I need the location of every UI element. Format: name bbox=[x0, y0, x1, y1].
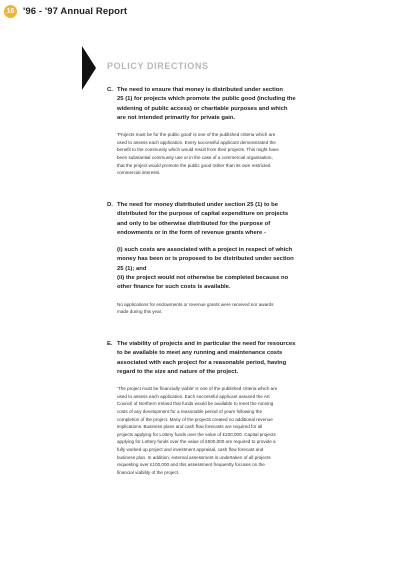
policy-item-c bbox=[107, 86, 363, 177]
item-body bbox=[107, 131, 363, 177]
body-line: 'The project must be financially viable' is one of the published criteria which are bbox=[117, 386, 278, 392]
body-line: costs of any development for a reasonable period of years following the bbox=[117, 408, 263, 414]
page-header bbox=[4, 3, 127, 19]
body-line: commercial interests. bbox=[117, 170, 161, 176]
item-body bbox=[107, 385, 363, 476]
body-line: financial viability of the project. bbox=[117, 469, 180, 475]
body-line: that the project would promote the public good rather than its own restricted bbox=[117, 162, 271, 168]
heading-line: endowments or in the form of revenue grants where - bbox=[117, 229, 266, 236]
body-line: Council of Northern Ireland that funds would be available to meet the running bbox=[117, 401, 274, 407]
heading-line: The viability of projects and in particular the need for resources bbox=[117, 341, 296, 347]
body-line: used to assess each application. Each successful applicant assured the Art bbox=[117, 393, 270, 399]
body-line: 'Projects must be for the public good' is one of the published criteria which are bbox=[117, 132, 276, 138]
condition-line: (i) such costs are associated with a project in respect of which bbox=[117, 247, 293, 254]
item-heading bbox=[107, 201, 363, 238]
heading-line: are not intended primarily for private gain. bbox=[117, 114, 236, 121]
body-line: projects applying for Lottery funds over the value of £100,000. Capital projects bbox=[117, 431, 276, 437]
policy-item-e bbox=[107, 340, 363, 476]
heading-line: associated with each project for a reasonable period, having bbox=[117, 359, 287, 366]
heading-line: 25 (1) for projects which promote the public good (including the bbox=[117, 96, 296, 103]
heading-line: The need to ensure that money is distributed under section bbox=[117, 87, 283, 93]
policy-item-d bbox=[107, 201, 363, 316]
page-number-badge: 16 bbox=[4, 5, 17, 18]
heading-line: The need for money distributed under section 25 (1) to be bbox=[117, 202, 279, 208]
body-line: requesting over £100,000 and this assessment frequently focuses on the bbox=[117, 462, 265, 468]
condition-line: (ii) the project would not otherwise be completed because no bbox=[117, 275, 289, 282]
body-line: used to assess each application. Every successful applicant demonstrated the bbox=[117, 139, 276, 145]
arrow-marker-icon bbox=[82, 46, 96, 90]
item-letter: E. bbox=[107, 341, 113, 347]
body-line: No applications for endowments or revenue grants were received nor awards bbox=[117, 301, 274, 307]
report-title: '96 - '97 Annual Report bbox=[23, 5, 128, 17]
body-line: applying for Lottery funds over the value of £500,000 are required to provide a bbox=[117, 439, 276, 445]
body-line: fully worked up project and investment appraisal, cash flow forecast and bbox=[117, 446, 264, 452]
body-line: benefit to the community which would result from their projects. This might have bbox=[117, 147, 279, 153]
body-line: been substantial community use or in the case of a commercial organisation, bbox=[117, 154, 273, 160]
item-heading bbox=[107, 340, 363, 377]
item-heading bbox=[107, 86, 363, 123]
body-line: made during this year. bbox=[117, 309, 163, 315]
body-line: completion of the project. Many of the projects created no additional revenue bbox=[117, 416, 273, 422]
item-conditions bbox=[107, 246, 363, 292]
heading-line: and only to be otherwise distributed for the purpose of bbox=[117, 220, 271, 227]
heading-line: to be available to meet any running and maintenance costs bbox=[117, 350, 283, 357]
body-line: business plan. In addition, external assessment is undertaken of all projects bbox=[117, 454, 271, 460]
condition-line: other finance for such costs is available. bbox=[117, 284, 231, 291]
item-body bbox=[107, 301, 363, 316]
heading-line: widening of public access) or charitable purposes and which bbox=[117, 105, 288, 112]
section-title: POLICY DIRECTIONS bbox=[107, 61, 209, 71]
condition-line: money has been or is proposed to be distributed under section bbox=[117, 256, 294, 263]
heading-line: regard to the size and nature of the project. bbox=[117, 368, 239, 375]
item-letter: D. bbox=[107, 202, 113, 208]
heading-line: distributed for the purpose of capital expenditure on projects bbox=[117, 211, 289, 218]
body-line: implications. Business plans and cash flow forecasts are required for all bbox=[117, 424, 263, 430]
condition-line: 25 (1); and bbox=[117, 265, 147, 272]
item-letter: C. bbox=[107, 87, 113, 93]
